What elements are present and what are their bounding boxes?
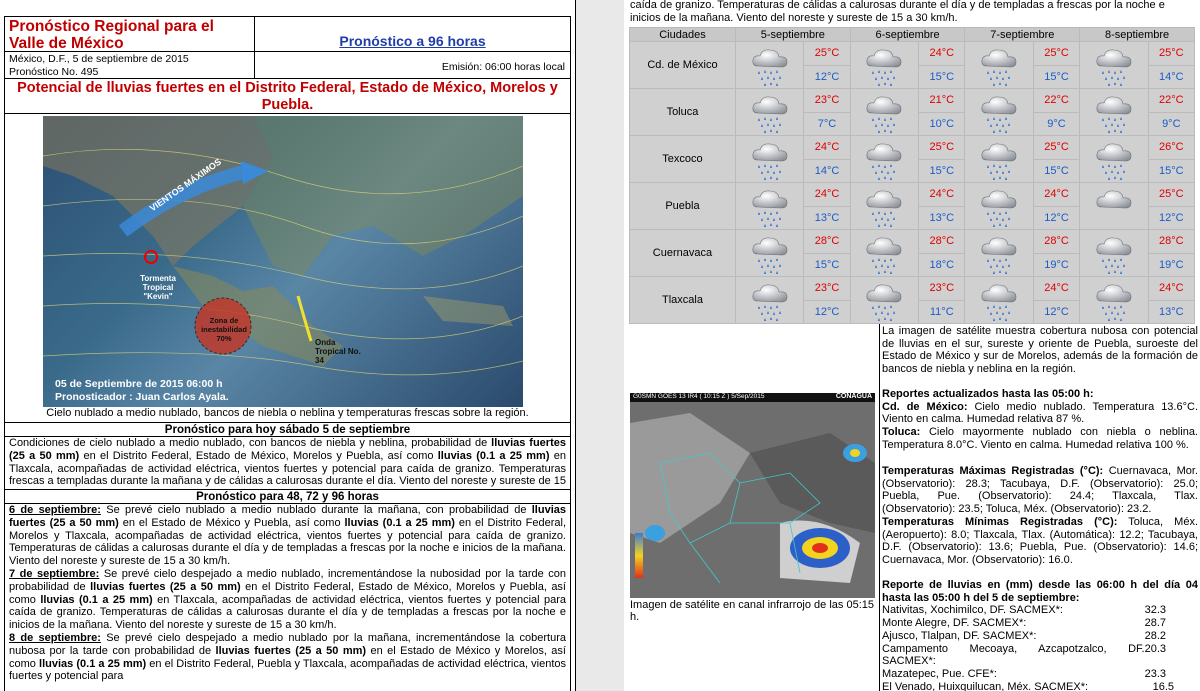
header-box: [4, 16, 571, 52]
city-name: Toluca: [630, 89, 736, 136]
weather-icon-cell: [1080, 42, 1148, 89]
forecast-table: [629, 27, 1195, 324]
jet-label: VIENTOS MÁXIMOS: [147, 156, 224, 214]
satellite-description: La imagen de satélite muestra cobertura nubosa con potencial de lluvias en el sur, sureste y oriente de Puebla, suroeste del Estado de México y sur de Morelos, además de la formación de bancos de niebla y neblina en la región.: [882, 325, 1198, 376]
table-row: [630, 183, 1195, 207]
rain-value: 20.3: [1144, 642, 1166, 655]
city-name: Texcoco: [630, 136, 736, 183]
weather-icon-cell: [1080, 277, 1148, 324]
rain-station: Mazatepec, Pue. CFE*:: [882, 667, 997, 680]
max-temp: 28°C: [919, 230, 965, 254]
rain-station: Monte Alegre, DF. SACMEX*:: [882, 617, 1027, 630]
rain-cloud-icon: [750, 185, 790, 227]
today-paragraph: [4, 437, 571, 489]
max-temp: 25°C: [1033, 42, 1079, 66]
rain-cloud-icon: [864, 44, 904, 86]
min-temp: 15°C: [1033, 159, 1079, 183]
max-temp: 24°C: [919, 183, 965, 207]
weather-icon-cell: [735, 230, 803, 277]
max-temp: 24°C: [804, 136, 850, 160]
day7-heading: 7 de septiembre:: [9, 567, 100, 580]
min-temp: 19°C: [1148, 253, 1194, 277]
min-temp: 14°C: [804, 159, 850, 183]
max-temp: 28°C: [1033, 230, 1079, 254]
min-temp: 14°C: [1148, 65, 1194, 89]
report-toluca: Cielo mayormente nublado con niebla o neblina. Temperatura 8.0°C. Viento en calma. Humedad relativa 100 %.: [882, 426, 1198, 451]
wave-label: Onda Tropical No. 34: [315, 338, 361, 365]
day8-block: [9, 632, 566, 683]
rain-value: 16.5: [1152, 680, 1174, 691]
min-temp: 18°C: [919, 253, 965, 277]
day7-block: [9, 568, 566, 632]
day8-bold-1: lluvias fuertes (25 a 50 mm): [215, 644, 367, 657]
max-temp: 24°C: [1033, 277, 1079, 301]
rain-cloud-icon: [864, 91, 904, 133]
rain-cloud-icon: [979, 279, 1019, 321]
tmin-heading: Temperaturas Mínimas Registradas (°C):: [882, 516, 1118, 528]
max-temp: 24°C: [804, 183, 850, 207]
map-author: Pronosticador : Juan Carlos Ayala.: [55, 391, 229, 403]
day7-text-2: en el Distrito Federal, Estado de México, Morelos y Puebla, así como: [9, 580, 566, 606]
max-temp: 25°C: [1033, 136, 1079, 160]
report-cdmx: Cielo medio nublado. Temperatura 13.6°C. Viento en calma. Humedad relativa 87 %.: [882, 400, 1199, 426]
page-gap: [576, 0, 624, 691]
day8-heading: 8 de septiembre:: [9, 631, 101, 644]
weather-icon-cell: [850, 277, 918, 324]
day7-bold-2: lluvias (0.1 a 25 mm): [40, 593, 153, 606]
max-temp: 23°C: [804, 277, 850, 301]
weather-icon-cell: [850, 230, 918, 277]
day-header: 8-septiembre: [1080, 28, 1195, 42]
rain-cloud-icon: [979, 91, 1019, 133]
weather-icon-cell: [850, 89, 918, 136]
day8-text-1: Se prevé cielo despejado a medio nublado por la mañana, incrementándose la cobertura nubosa por la tarde con probabilidad de: [9, 631, 566, 657]
weather-icon-cell: [850, 42, 918, 89]
min-temp: 9°C: [1033, 112, 1079, 136]
max-temp: 23°C: [804, 89, 850, 113]
storm-label: Tormenta Tropical "Kevin": [140, 274, 176, 301]
column-divider: [879, 324, 880, 691]
document-title: Pronóstico Regional para el Valle de México: [5, 17, 255, 51]
rain-station: Campamento Mecoaya, Azcapotzalco, DF. SACMEX*:: [882, 642, 1145, 668]
weather-icon-cell: [965, 136, 1033, 183]
rain-cloud-icon: [1094, 185, 1134, 227]
rain-station: Ajusco, Tlalpan, DF. SACMEX*:: [882, 629, 1037, 642]
day7-text-3: en Tlaxcala, acompañadas de actividad eléctrica, vientos fuertes y potencial para caída de granizo. Temperaturas de cálidas a calurosas durante el día y de templadas a frescas por la noche e inicios de la mañana. Viento del noreste y sureste de 15 a 30 km/h.: [9, 593, 566, 632]
rain-cloud-icon: [1094, 279, 1134, 321]
rain-block: [882, 579, 1198, 691]
cities-header: Ciudades: [630, 28, 736, 42]
city-name: Cuernavaca: [630, 230, 736, 277]
min-temp: 15°C: [804, 253, 850, 277]
min-temp: 12°C: [1148, 206, 1194, 230]
table-row: [630, 230, 1195, 254]
table-header-row: [630, 28, 1195, 42]
table-row: [630, 277, 1195, 301]
report-toluca-heading: Toluca:: [882, 426, 921, 439]
rain-cloud-icon: [979, 138, 1019, 180]
rain-value: 23.3: [1144, 667, 1166, 680]
day6-heading: 6 de septiembre:: [9, 504, 101, 516]
weather-icon-cell: [965, 277, 1033, 324]
rain-cloud-icon: [1094, 232, 1134, 274]
day-header: 7-septiembre: [965, 28, 1080, 42]
today-text-1: Condiciones de cielo nublado a medio nublado, con bancos de niebla y neblina, probabilidad de: [9, 437, 492, 449]
rain-station: Nativitas, Xochimilco, DF. SACMEX*:: [882, 604, 1063, 617]
tmin-text: Toluca, Méx. (Aeropuerto): 8.0; Tlaxcala, Tlax. (Automática): 12.2; Tacubaya, D.F. (Observatorio): 13.6; Puebla, Pue. (Observatorio): 14.6; Cuernavaca, Mor. (Observatorio): 16.0.: [882, 516, 1198, 567]
day8-bold-2: lluvias (0.1 a 25 mm): [39, 657, 147, 670]
weather-icon-cell: [965, 183, 1033, 230]
report-cdmx-heading: Cd. de México:: [882, 400, 968, 413]
rain-value: 32.3: [1144, 604, 1166, 617]
list-item: [882, 604, 1198, 617]
rain-value: 28.2: [1144, 629, 1166, 642]
rain-cloud-icon: [864, 138, 904, 180]
max-temp: 24°C: [919, 42, 965, 66]
min-temp: 12°C: [804, 65, 850, 89]
rain-cloud-icon: [979, 185, 1019, 227]
conagua-logo: CONAGUA: [835, 393, 872, 400]
satellite-image: [630, 393, 875, 598]
day6-text-3: en el Distrito Federal, Morelos y Tlaxcala, acompañadas de actividad eléctrica, vientos fuertes y potencial para caída de granizo. Temperaturas de cálidas a calurosas durante el día y de templadas a frescas por la noche e inicios de la mañana. Viento del noreste y sureste de 15 a 30 km/h.: [9, 516, 566, 568]
list-item: [882, 630, 1198, 643]
headline: Potencial de lluvias fuertes en el Distrito Federal, Estado de México, Morelos y Puebla.: [4, 79, 571, 114]
rain-cloud-icon: [1094, 91, 1134, 133]
continued-text: caída de granizo. Temperaturas de cálidas a calurosas durante el día y de templadas a frescas por la noche e inicios de la mañana. Viento del noreste y sureste de 15 a 30 km/h.: [630, 0, 1165, 24]
rain-cloud-icon: [864, 279, 904, 321]
rain-cloud-icon: [1094, 138, 1134, 180]
subheader: [4, 52, 571, 79]
weather-icon-cell: [735, 277, 803, 324]
min-temp: 15°C: [919, 65, 965, 89]
max-temp: 26°C: [1148, 136, 1194, 160]
table-row: [630, 89, 1195, 113]
day-header: 6-septiembre: [850, 28, 965, 42]
list-item: [882, 681, 1198, 691]
rain-list: [882, 604, 1198, 691]
min-temp: 9°C: [1148, 112, 1194, 136]
weather-icon-cell: [965, 42, 1033, 89]
min-temp: 13°C: [1148, 300, 1194, 324]
day6-text-2: en el Estado de México y Puebla, así como: [118, 516, 345, 529]
synoptic-map: [43, 116, 523, 407]
day-header: 5-septiembre: [735, 28, 850, 42]
table-row: [630, 42, 1195, 66]
max-temp: 24°C: [1148, 277, 1194, 301]
list-item: [882, 668, 1198, 681]
min-temp: 15°C: [1148, 159, 1194, 183]
rain-cloud-icon: [1094, 44, 1134, 86]
list-item: [882, 643, 1198, 668]
max-temp: 28°C: [1148, 230, 1194, 254]
weather-icon-cell: [965, 89, 1033, 136]
min-temp: 11°C: [919, 300, 965, 324]
weather-icon-cell: [1080, 89, 1148, 136]
rain-cloud-icon: [750, 44, 790, 86]
day7-bold-1: lluvias fuertes (25 a 50 mm): [90, 580, 241, 593]
day8-text-3: en el Distrito Federal, Puebla y Tlaxcala, acompañadas de actividad eléctrica, vientos fuertes y potencial para: [9, 657, 566, 683]
forecast-number: Pronóstico No. 495: [9, 65, 99, 78]
rain-heading: Reporte de lluvias en (mm) desde las 06:00 h del día 04 hasta las 05:00 h del 5 de septiembre:: [882, 579, 1198, 604]
map-caption: Cielo nublado a medio nublado, bancos de niebla o neblina y temperaturas frescas sobre la región.: [46, 407, 529, 419]
today-bold-1: lluvias fuertes (25 a 50 mm): [9, 437, 566, 462]
day6-block: [9, 504, 566, 568]
rain-cloud-icon: [750, 279, 790, 321]
outlook-paragraphs: [4, 504, 571, 691]
reports-title: Reportes actualizados hasta las 05:00 h:: [882, 388, 1094, 400]
max-temp: 25°C: [1148, 42, 1194, 66]
weather-icon-cell: [850, 183, 918, 230]
weather-icon-cell: [735, 42, 803, 89]
city-name: Cd. de México: [630, 42, 736, 89]
weather-icon-cell: [1080, 230, 1148, 277]
day7-text-1: Se prevé cielo despejado a medio nublado, incrementándose la nubosidad por la tarde con probabilidad de: [9, 567, 567, 593]
max-temp: 28°C: [804, 230, 850, 254]
right-page: [624, 0, 1200, 691]
weather-icon-cell: [1080, 183, 1148, 230]
min-temp: 13°C: [804, 206, 850, 230]
max-temp: 25°C: [919, 136, 965, 160]
weather-icon-cell: [735, 136, 803, 183]
outlook-band: Pronóstico para 48, 72 y 96 horas: [4, 489, 571, 504]
reports-block: [882, 388, 1198, 452]
max-temp: 23°C: [919, 277, 965, 301]
min-temp: 10°C: [919, 112, 965, 136]
day6-bold-1: lluvias fuertes (25 a 50 mm): [9, 504, 566, 529]
day6-bold-2: lluvias (0.1 a 25 mm): [344, 516, 455, 529]
tmax-block: [882, 465, 1198, 516]
day8-text-2: en el Estado de México y Morelos, así como: [9, 644, 566, 670]
today-text-3: en Tlaxcala, acompañadas de actividad eléctrica, vientos fuertes y potencial para caída de granizo. Temperaturas frescas a templadas durante la mañana y de cálidas a calurosas durante el día. Viento del noreste y sureste de 15: [9, 449, 566, 488]
emission-time: Emisión: 06:00 horas local: [441, 61, 565, 73]
min-temp: 12°C: [1033, 300, 1079, 324]
city-name: Puebla: [630, 183, 736, 230]
max-temp: 24°C: [1033, 183, 1079, 207]
satellite-caption: Imagen de satélite en canal infrarrojo de las 05:15 h.: [630, 599, 874, 623]
min-temp: 13°C: [919, 206, 965, 230]
min-temp: 19°C: [1033, 253, 1079, 277]
rain-cloud-icon: [979, 232, 1019, 274]
tmax-text: Cuernavaca, Mor. (Observatorio): 28.3; Tacubaya, D.F. (Observatorio): 25.0; Puebla, Pue. (Observatorio): 24.4; Tlaxcala, Tlax. (Observatorio): 23.5; Toluca, Méx. (Observatorio): 23.2.: [882, 465, 1198, 516]
day6-text-1: Se prevé cielo nublado a medio nublado durante la mañana, con probabilidad de: [100, 504, 532, 516]
left-page: [0, 0, 576, 691]
tmax-heading: Temperaturas Máximas Registradas (°C):: [882, 465, 1104, 477]
weather-icon-cell: [735, 183, 803, 230]
max-temp: 22°C: [1033, 89, 1079, 113]
today-text-2: en el Distrito Federal, Estado de México, Morelos y Puebla, así como: [79, 449, 438, 462]
min-temp: 12°C: [1033, 206, 1079, 230]
weather-icon-cell: [850, 136, 918, 183]
rain-cloud-icon: [864, 232, 904, 274]
weather-icon-cell: [735, 89, 803, 136]
list-item: [882, 617, 1198, 630]
today-bold-2: lluvias (0.1 a 25 mm): [437, 449, 550, 462]
rain-cloud-icon: [750, 138, 790, 180]
satellite-header: G0SMN GOES 13 IR4 ( 10:15 Z ) 5/Sep/2015: [633, 393, 765, 400]
max-temp: 21°C: [919, 89, 965, 113]
forecast-link[interactable]: Pronóstico a 96 horas: [339, 33, 486, 49]
rain-station: El Venado, Huixquilucan, Méx. SACMEX*:: [882, 680, 1089, 691]
today-band: Pronóstico para hoy sábado 5 de septiembre: [4, 422, 571, 437]
rain-cloud-icon: [750, 91, 790, 133]
max-temp: 25°C: [804, 42, 850, 66]
table-row: [630, 136, 1195, 160]
max-temp: 25°C: [1148, 183, 1194, 207]
weather-icon-cell: [965, 230, 1033, 277]
rain-cloud-icon: [750, 232, 790, 274]
min-temp: 15°C: [1033, 65, 1079, 89]
city-name: Tlaxcala: [630, 277, 736, 324]
rain-value: 28.7: [1144, 617, 1166, 630]
weather-icon-cell: [1080, 136, 1148, 183]
max-temp: 22°C: [1148, 89, 1194, 113]
min-temp: 15°C: [919, 159, 965, 183]
issue-date: México, D.F., 5 de septiembre de 2015: [9, 53, 189, 65]
min-temp: 7°C: [804, 112, 850, 136]
rain-cloud-icon: [979, 44, 1019, 86]
rain-cloud-icon: [864, 185, 904, 227]
zone-label: Zona de inestabilidad 70%: [201, 316, 247, 343]
map-stamp: 05 de Septiembre de 2015 06:00 h: [55, 378, 223, 390]
tmin-block: [882, 516, 1198, 567]
min-temp: 12°C: [804, 300, 850, 324]
